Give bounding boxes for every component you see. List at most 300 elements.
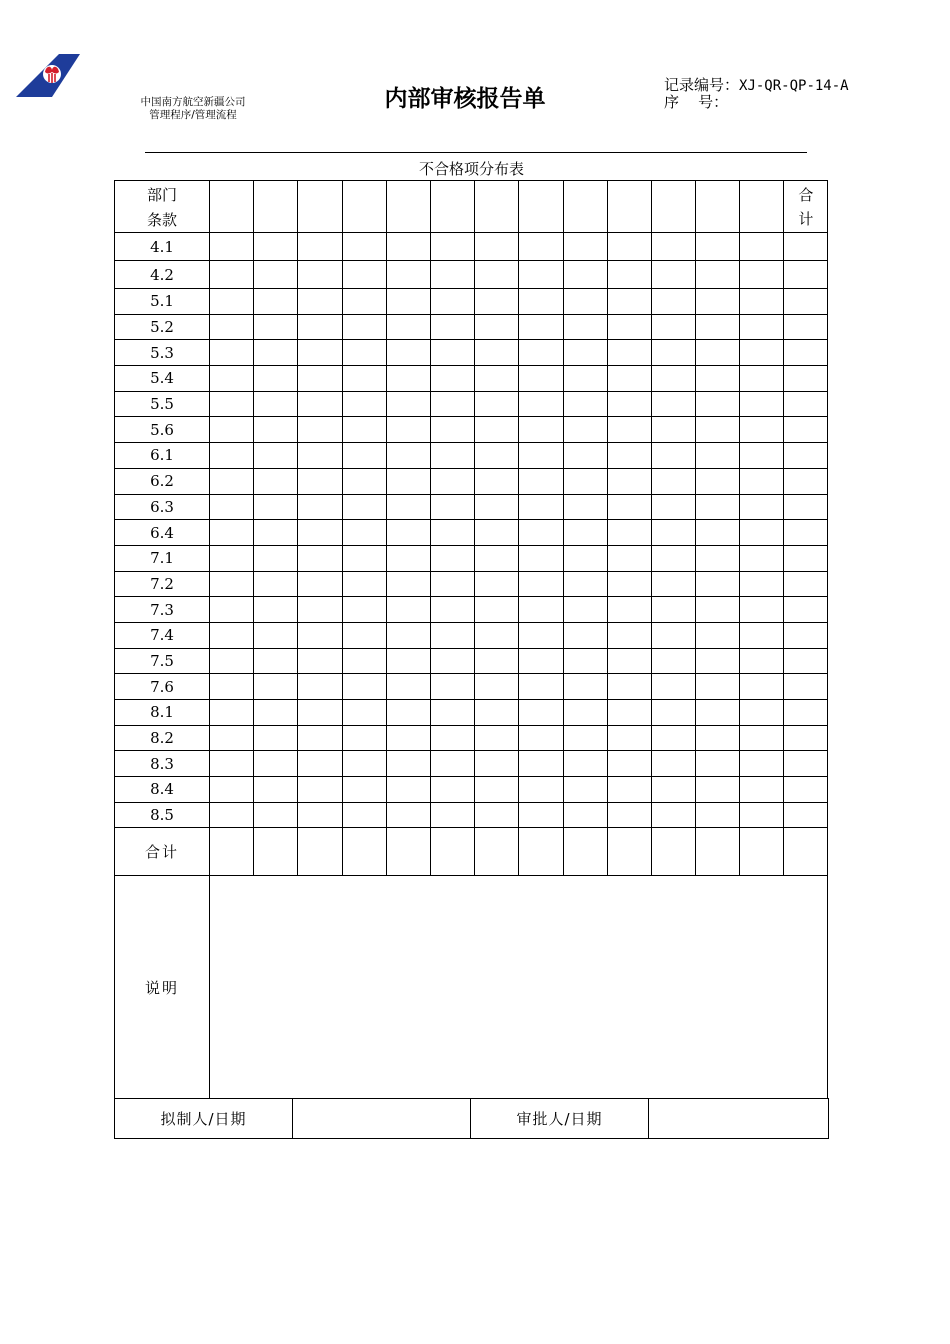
count-cell[interactable] xyxy=(563,597,607,623)
count-cell[interactable] xyxy=(475,468,519,494)
row-total-cell[interactable] xyxy=(784,443,828,469)
count-cell[interactable] xyxy=(475,622,519,648)
count-cell[interactable] xyxy=(430,674,474,700)
count-cell[interactable] xyxy=(696,622,740,648)
count-cell[interactable] xyxy=(651,571,695,597)
count-cell[interactable] xyxy=(430,777,474,803)
count-cell[interactable] xyxy=(607,777,651,803)
count-cell[interactable] xyxy=(651,622,695,648)
count-cell[interactable] xyxy=(519,725,563,751)
count-cell[interactable] xyxy=(430,289,474,315)
count-cell[interactable] xyxy=(386,468,430,494)
count-cell[interactable] xyxy=(519,700,563,726)
count-cell[interactable] xyxy=(563,417,607,443)
count-cell[interactable] xyxy=(563,802,607,828)
row-total-cell[interactable] xyxy=(784,725,828,751)
count-cell[interactable] xyxy=(430,597,474,623)
count-cell[interactable] xyxy=(519,417,563,443)
count-cell[interactable] xyxy=(430,340,474,366)
count-cell[interactable] xyxy=(475,289,519,315)
count-cell[interactable] xyxy=(563,700,607,726)
count-cell[interactable] xyxy=(298,261,342,289)
count-cell[interactable] xyxy=(254,725,298,751)
department-cell[interactable] xyxy=(430,181,474,233)
count-cell[interactable] xyxy=(740,366,784,392)
count-cell[interactable] xyxy=(563,314,607,340)
row-total-cell[interactable] xyxy=(784,289,828,315)
count-cell[interactable] xyxy=(342,391,386,417)
count-cell[interactable] xyxy=(475,700,519,726)
count-cell[interactable] xyxy=(519,391,563,417)
count-cell[interactable] xyxy=(430,233,474,261)
total-count-cell[interactable] xyxy=(651,828,695,876)
count-cell[interactable] xyxy=(607,391,651,417)
count-cell[interactable] xyxy=(740,391,784,417)
count-cell[interactable] xyxy=(607,725,651,751)
count-cell[interactable] xyxy=(342,648,386,674)
count-cell[interactable] xyxy=(696,751,740,777)
count-cell[interactable] xyxy=(386,443,430,469)
count-cell[interactable] xyxy=(342,725,386,751)
total-count-cell[interactable] xyxy=(696,828,740,876)
count-cell[interactable] xyxy=(210,520,254,546)
count-cell[interactable] xyxy=(210,700,254,726)
count-cell[interactable] xyxy=(254,443,298,469)
count-cell[interactable] xyxy=(298,597,342,623)
count-cell[interactable] xyxy=(298,777,342,803)
count-cell[interactable] xyxy=(696,417,740,443)
count-cell[interactable] xyxy=(254,391,298,417)
count-cell[interactable] xyxy=(254,751,298,777)
count-cell[interactable] xyxy=(519,494,563,520)
count-cell[interactable] xyxy=(298,289,342,315)
count-cell[interactable] xyxy=(298,417,342,443)
count-cell[interactable] xyxy=(298,443,342,469)
department-cell[interactable] xyxy=(298,181,342,233)
count-cell[interactable] xyxy=(386,725,430,751)
count-cell[interactable] xyxy=(519,545,563,571)
count-cell[interactable] xyxy=(475,751,519,777)
count-cell[interactable] xyxy=(563,571,607,597)
count-cell[interactable] xyxy=(342,700,386,726)
count-cell[interactable] xyxy=(519,751,563,777)
count-cell[interactable] xyxy=(519,233,563,261)
count-cell[interactable] xyxy=(563,520,607,546)
count-cell[interactable] xyxy=(475,674,519,700)
department-cell[interactable] xyxy=(651,181,695,233)
count-cell[interactable] xyxy=(651,674,695,700)
department-cell[interactable] xyxy=(475,181,519,233)
count-cell[interactable] xyxy=(254,545,298,571)
total-count-cell[interactable] xyxy=(563,828,607,876)
count-cell[interactable] xyxy=(254,674,298,700)
count-cell[interactable] xyxy=(651,233,695,261)
count-cell[interactable] xyxy=(386,802,430,828)
count-cell[interactable] xyxy=(254,571,298,597)
count-cell[interactable] xyxy=(298,314,342,340)
department-cell[interactable] xyxy=(254,181,298,233)
count-cell[interactable] xyxy=(475,802,519,828)
count-cell[interactable] xyxy=(298,700,342,726)
count-cell[interactable] xyxy=(342,494,386,520)
row-total-cell[interactable] xyxy=(784,622,828,648)
row-total-cell[interactable] xyxy=(784,777,828,803)
count-cell[interactable] xyxy=(430,314,474,340)
count-cell[interactable] xyxy=(254,700,298,726)
department-cell[interactable] xyxy=(696,181,740,233)
count-cell[interactable] xyxy=(386,751,430,777)
count-cell[interactable] xyxy=(696,648,740,674)
count-cell[interactable] xyxy=(386,648,430,674)
count-cell[interactable] xyxy=(298,622,342,648)
count-cell[interactable] xyxy=(254,777,298,803)
count-cell[interactable] xyxy=(607,545,651,571)
count-cell[interactable] xyxy=(210,648,254,674)
count-cell[interactable] xyxy=(342,571,386,597)
count-cell[interactable] xyxy=(607,571,651,597)
count-cell[interactable] xyxy=(607,314,651,340)
count-cell[interactable] xyxy=(696,391,740,417)
count-cell[interactable] xyxy=(254,468,298,494)
count-cell[interactable] xyxy=(740,261,784,289)
row-total-cell[interactable] xyxy=(784,545,828,571)
count-cell[interactable] xyxy=(563,494,607,520)
count-cell[interactable] xyxy=(696,777,740,803)
count-cell[interactable] xyxy=(563,289,607,315)
count-cell[interactable] xyxy=(298,802,342,828)
count-cell[interactable] xyxy=(386,571,430,597)
row-total-cell[interactable] xyxy=(784,674,828,700)
total-count-cell[interactable] xyxy=(210,828,254,876)
count-cell[interactable] xyxy=(740,468,784,494)
count-cell[interactable] xyxy=(519,597,563,623)
count-cell[interactable] xyxy=(607,520,651,546)
count-cell[interactable] xyxy=(475,340,519,366)
count-cell[interactable] xyxy=(696,289,740,315)
count-cell[interactable] xyxy=(740,443,784,469)
count-cell[interactable] xyxy=(607,700,651,726)
count-cell[interactable] xyxy=(696,545,740,571)
count-cell[interactable] xyxy=(210,314,254,340)
count-cell[interactable] xyxy=(740,520,784,546)
row-total-cell[interactable] xyxy=(784,340,828,366)
count-cell[interactable] xyxy=(563,674,607,700)
count-cell[interactable] xyxy=(607,417,651,443)
total-count-cell[interactable] xyxy=(298,828,342,876)
count-cell[interactable] xyxy=(475,261,519,289)
count-cell[interactable] xyxy=(342,340,386,366)
count-cell[interactable] xyxy=(210,622,254,648)
count-cell[interactable] xyxy=(430,366,474,392)
count-cell[interactable] xyxy=(475,391,519,417)
count-cell[interactable] xyxy=(210,366,254,392)
count-cell[interactable] xyxy=(475,597,519,623)
count-cell[interactable] xyxy=(254,289,298,315)
department-cell[interactable] xyxy=(386,181,430,233)
count-cell[interactable] xyxy=(740,314,784,340)
count-cell[interactable] xyxy=(651,751,695,777)
count-cell[interactable] xyxy=(651,597,695,623)
count-cell[interactable] xyxy=(430,520,474,546)
count-cell[interactable] xyxy=(386,289,430,315)
count-cell[interactable] xyxy=(519,443,563,469)
count-cell[interactable] xyxy=(342,597,386,623)
count-cell[interactable] xyxy=(342,233,386,261)
count-cell[interactable] xyxy=(298,674,342,700)
count-cell[interactable] xyxy=(696,802,740,828)
count-cell[interactable] xyxy=(430,802,474,828)
count-cell[interactable] xyxy=(342,289,386,315)
count-cell[interactable] xyxy=(254,417,298,443)
count-cell[interactable] xyxy=(210,494,254,520)
count-cell[interactable] xyxy=(430,545,474,571)
count-cell[interactable] xyxy=(696,261,740,289)
count-cell[interactable] xyxy=(386,700,430,726)
count-cell[interactable] xyxy=(519,648,563,674)
count-cell[interactable] xyxy=(298,366,342,392)
count-cell[interactable] xyxy=(386,622,430,648)
count-cell[interactable] xyxy=(430,700,474,726)
count-cell[interactable] xyxy=(210,571,254,597)
count-cell[interactable] xyxy=(386,545,430,571)
department-cell[interactable] xyxy=(342,181,386,233)
count-cell[interactable] xyxy=(342,545,386,571)
count-cell[interactable] xyxy=(475,314,519,340)
count-cell[interactable] xyxy=(740,802,784,828)
count-cell[interactable] xyxy=(342,802,386,828)
count-cell[interactable] xyxy=(342,314,386,340)
count-cell[interactable] xyxy=(430,571,474,597)
count-cell[interactable] xyxy=(210,802,254,828)
count-cell[interactable] xyxy=(430,261,474,289)
count-cell[interactable] xyxy=(740,417,784,443)
count-cell[interactable] xyxy=(651,443,695,469)
count-cell[interactable] xyxy=(298,340,342,366)
count-cell[interactable] xyxy=(563,443,607,469)
count-cell[interactable] xyxy=(651,468,695,494)
department-cell[interactable] xyxy=(519,181,563,233)
count-cell[interactable] xyxy=(475,366,519,392)
total-count-cell[interactable] xyxy=(342,828,386,876)
count-cell[interactable] xyxy=(651,289,695,315)
count-cell[interactable] xyxy=(696,725,740,751)
count-cell[interactable] xyxy=(386,674,430,700)
count-cell[interactable] xyxy=(563,622,607,648)
count-cell[interactable] xyxy=(607,289,651,315)
count-cell[interactable] xyxy=(651,366,695,392)
count-cell[interactable] xyxy=(607,802,651,828)
department-cell[interactable] xyxy=(607,181,651,233)
count-cell[interactable] xyxy=(696,700,740,726)
count-cell[interactable] xyxy=(563,751,607,777)
count-cell[interactable] xyxy=(607,648,651,674)
department-cell[interactable] xyxy=(210,181,254,233)
count-cell[interactable] xyxy=(651,700,695,726)
department-cell[interactable] xyxy=(740,181,784,233)
row-total-cell[interactable] xyxy=(784,597,828,623)
count-cell[interactable] xyxy=(696,674,740,700)
count-cell[interactable] xyxy=(254,622,298,648)
count-cell[interactable] xyxy=(475,520,519,546)
approved-by-field[interactable] xyxy=(649,1099,829,1139)
prepared-by-field[interactable] xyxy=(293,1099,471,1139)
count-cell[interactable] xyxy=(651,545,695,571)
count-cell[interactable] xyxy=(386,391,430,417)
row-total-cell[interactable] xyxy=(784,700,828,726)
count-cell[interactable] xyxy=(607,494,651,520)
count-cell[interactable] xyxy=(696,340,740,366)
count-cell[interactable] xyxy=(342,417,386,443)
count-cell[interactable] xyxy=(386,777,430,803)
count-cell[interactable] xyxy=(254,520,298,546)
count-cell[interactable] xyxy=(519,261,563,289)
count-cell[interactable] xyxy=(430,648,474,674)
count-cell[interactable] xyxy=(607,366,651,392)
count-cell[interactable] xyxy=(651,340,695,366)
count-cell[interactable] xyxy=(607,443,651,469)
count-cell[interactable] xyxy=(342,261,386,289)
count-cell[interactable] xyxy=(342,622,386,648)
row-total-cell[interactable] xyxy=(784,648,828,674)
count-cell[interactable] xyxy=(342,751,386,777)
count-cell[interactable] xyxy=(298,468,342,494)
count-cell[interactable] xyxy=(607,751,651,777)
count-cell[interactable] xyxy=(342,520,386,546)
count-cell[interactable] xyxy=(298,545,342,571)
count-cell[interactable] xyxy=(740,751,784,777)
count-cell[interactable] xyxy=(254,366,298,392)
count-cell[interactable] xyxy=(342,777,386,803)
count-cell[interactable] xyxy=(740,648,784,674)
count-cell[interactable] xyxy=(342,366,386,392)
count-cell[interactable] xyxy=(475,545,519,571)
count-cell[interactable] xyxy=(254,233,298,261)
count-cell[interactable] xyxy=(563,340,607,366)
count-cell[interactable] xyxy=(696,494,740,520)
count-cell[interactable] xyxy=(740,340,784,366)
count-cell[interactable] xyxy=(210,289,254,315)
total-count-cell[interactable] xyxy=(386,828,430,876)
row-total-cell[interactable] xyxy=(784,314,828,340)
count-cell[interactable] xyxy=(386,340,430,366)
count-cell[interactable] xyxy=(651,725,695,751)
count-cell[interactable] xyxy=(475,571,519,597)
row-total-cell[interactable] xyxy=(784,233,828,261)
count-cell[interactable] xyxy=(519,571,563,597)
row-total-cell[interactable] xyxy=(784,468,828,494)
count-cell[interactable] xyxy=(696,468,740,494)
row-total-cell[interactable] xyxy=(784,261,828,289)
count-cell[interactable] xyxy=(386,494,430,520)
count-cell[interactable] xyxy=(386,233,430,261)
row-total-cell[interactable] xyxy=(784,366,828,392)
count-cell[interactable] xyxy=(430,725,474,751)
count-cell[interactable] xyxy=(210,391,254,417)
count-cell[interactable] xyxy=(475,233,519,261)
total-count-cell[interactable] xyxy=(519,828,563,876)
count-cell[interactable] xyxy=(651,777,695,803)
count-cell[interactable] xyxy=(475,725,519,751)
count-cell[interactable] xyxy=(430,391,474,417)
count-cell[interactable] xyxy=(740,233,784,261)
count-cell[interactable] xyxy=(254,314,298,340)
row-total-cell[interactable] xyxy=(784,751,828,777)
count-cell[interactable] xyxy=(563,468,607,494)
row-total-cell[interactable] xyxy=(784,802,828,828)
count-cell[interactable] xyxy=(519,520,563,546)
count-cell[interactable] xyxy=(696,597,740,623)
total-count-cell[interactable] xyxy=(607,828,651,876)
count-cell[interactable] xyxy=(651,494,695,520)
count-cell[interactable] xyxy=(475,417,519,443)
count-cell[interactable] xyxy=(386,417,430,443)
count-cell[interactable] xyxy=(651,802,695,828)
count-cell[interactable] xyxy=(430,622,474,648)
count-cell[interactable] xyxy=(563,545,607,571)
count-cell[interactable] xyxy=(563,366,607,392)
count-cell[interactable] xyxy=(651,261,695,289)
total-count-cell[interactable] xyxy=(254,828,298,876)
count-cell[interactable] xyxy=(607,597,651,623)
count-cell[interactable] xyxy=(210,261,254,289)
count-cell[interactable] xyxy=(696,520,740,546)
count-cell[interactable] xyxy=(254,802,298,828)
count-cell[interactable] xyxy=(386,520,430,546)
total-count-cell[interactable] xyxy=(784,828,828,876)
count-cell[interactable] xyxy=(607,233,651,261)
count-cell[interactable] xyxy=(298,520,342,546)
count-cell[interactable] xyxy=(386,597,430,623)
count-cell[interactable] xyxy=(210,545,254,571)
count-cell[interactable] xyxy=(740,545,784,571)
count-cell[interactable] xyxy=(298,725,342,751)
count-cell[interactable] xyxy=(740,571,784,597)
count-cell[interactable] xyxy=(475,648,519,674)
count-cell[interactable] xyxy=(386,261,430,289)
count-cell[interactable] xyxy=(298,571,342,597)
count-cell[interactable] xyxy=(298,391,342,417)
count-cell[interactable] xyxy=(563,233,607,261)
count-cell[interactable] xyxy=(696,443,740,469)
count-cell[interactable] xyxy=(519,366,563,392)
count-cell[interactable] xyxy=(254,648,298,674)
total-count-cell[interactable] xyxy=(740,828,784,876)
count-cell[interactable] xyxy=(386,314,430,340)
count-cell[interactable] xyxy=(254,494,298,520)
count-cell[interactable] xyxy=(210,725,254,751)
count-cell[interactable] xyxy=(696,314,740,340)
row-total-cell[interactable] xyxy=(784,391,828,417)
count-cell[interactable] xyxy=(740,622,784,648)
count-cell[interactable] xyxy=(607,340,651,366)
total-count-cell[interactable] xyxy=(430,828,474,876)
count-cell[interactable] xyxy=(475,443,519,469)
count-cell[interactable] xyxy=(519,777,563,803)
count-cell[interactable] xyxy=(210,443,254,469)
count-cell[interactable] xyxy=(651,648,695,674)
count-cell[interactable] xyxy=(210,340,254,366)
row-total-cell[interactable] xyxy=(784,520,828,546)
count-cell[interactable] xyxy=(475,494,519,520)
count-cell[interactable] xyxy=(740,597,784,623)
count-cell[interactable] xyxy=(210,233,254,261)
count-cell[interactable] xyxy=(563,725,607,751)
count-cell[interactable] xyxy=(342,443,386,469)
count-cell[interactable] xyxy=(651,520,695,546)
count-cell[interactable] xyxy=(740,725,784,751)
count-cell[interactable] xyxy=(563,261,607,289)
count-cell[interactable] xyxy=(519,314,563,340)
